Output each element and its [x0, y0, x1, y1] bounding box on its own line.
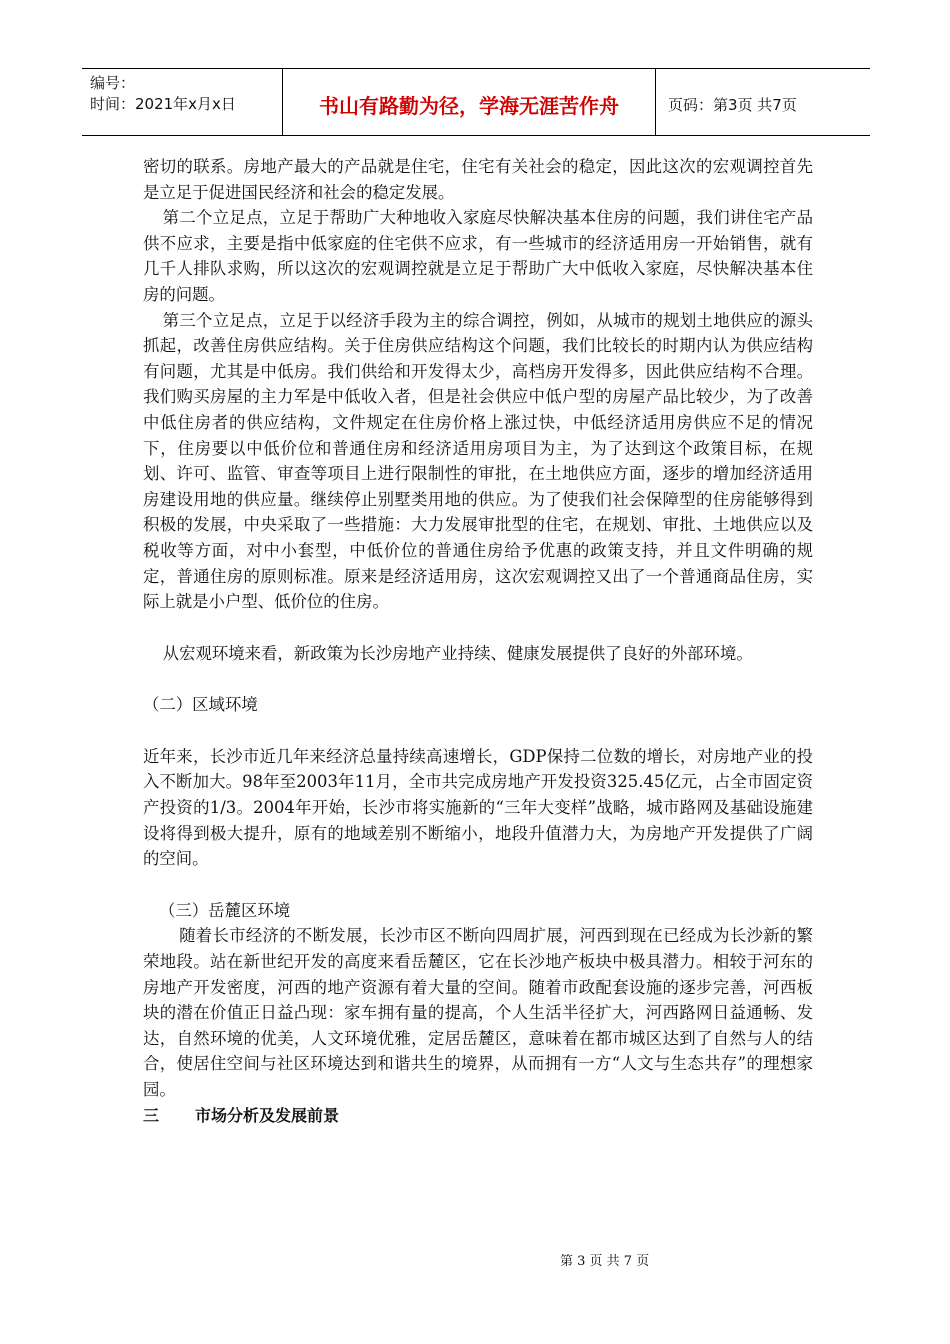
document-body: [143, 154, 813, 1128]
header-page-info: 页码：第3页 共7页: [668, 95, 797, 114]
page-header: [82, 68, 870, 136]
header-motto: 书山有路勤为径，学海无涯苦作舟: [283, 69, 656, 135]
page-footer: 第 3 页 共 7 页: [560, 1254, 650, 1269]
paragraph-1: 密切的联系。房地产最大的产品就是住宅，住宅有关社会的稳定，因此这次的宏观调控首先是立足于促进国民经济和社会的稳定发展。: [143, 157, 813, 202]
subheading-yuelu-environment: （三）岳麓区环境: [159, 900, 291, 920]
header-meta: [82, 69, 283, 135]
paragraph-2: 第二个立足点，立足于帮助广大种地收入家庭尽快解决基本住房的问题，我们讲住宅产品供不应求，主要是指中低家庭的住宅供不应求，有一些城市的经济适用房一开始销售，就有几千人排队求购，所以这次的宏观调控就是立足于帮助广大中低收入家庭，尽快解决基本住房的问题。: [143, 208, 813, 304]
paragraph-4: 从宏观环境来看，新政策为长沙房地产业持续、健康发展提供了良好的外部环境。: [162, 643, 753, 663]
section-number: 三: [143, 1105, 160, 1125]
paragraph-3: 第三个立足点，立足于以经济手段为主的综合调控，例如，从城市的规划土地供应的源头抓起，改善住房供应结构。关于住房供应结构这个问题，我们比较长的时期内认为供应结构有问题，尤其是中低房。我们供给和开发得太少，高档房开发得多，因此供应结构不合理。我们购买房屋的主力军是中低收入者，但是社会供应中低户型的房屋产品比较少，为了改善中低住房者的供应结构，文件规定在住房价格上涨过快，中低经济适用房供应不足的情况下，住房要以中低价位和普通住房和经济适用房项目为主，为了达到这个政策目标，在规划、许可、监管、审查等项目上进行限制性的审批，在土地供应方面，逐步的增加经济适用房建设用地的供应量。继续停止别墅类用地的供应。为了使我们社会保障型的住房能够得到积极的发展，中央采取了一些措施：大力发展审批型的住宅，在规划、审批、土地供应以及税收等方面，对中小套型，中低价位的普通住房给予优惠的政策支持，并且文件明确的规定，普通住房的原则标准。原来是经济适用房，这次宏观调控又出了一个普通商品住房，实际上就是小户型、低价位的住房。: [143, 310, 813, 612]
subheading-regional-environment: （二）区域环境: [143, 695, 258, 715]
document-number-label: 编号：: [90, 74, 136, 92]
paragraph-5: 近年来，长沙市近几年来经济总量持续高速增长，GDP保持二位数的增长，对房地产业的投入不断加大。98年至2003年11月，全市共完成房地产开发投资325.45亿元，占全市固定资产投资的1/3。2004年开始，长沙市将实施新的“三年大变样”战略，城市路网及基础设施建设将得到极大提升，原有的地域差别不断缩小，地段升值潜力大，为房地产开发提供了广阔的空间。: [143, 746, 813, 869]
document-time-label: 时间：2021年x月x日: [90, 95, 236, 113]
section-heading: [143, 1103, 813, 1129]
section-title: 市场分析及发展前景: [195, 1105, 340, 1125]
paragraph-6: 随着长市经济的不断发展，长沙市区不断向四周扩展，河西到现在已经成为长沙新的繁荣地段。站在新世纪开发的高度来看岳麓区，它在长沙地产板块中极具潜力。相较于河东的房地产开发密度，河西的地产资源有着大量的空间。随着市政配套设施的逐步完善，河西板块的潜在价值正日益凸现：家车拥有量的提高，个人生活半径扩大，河西路网日益通畅、发达，自然环境的优美，人文环境优雅，定居岳麓区，意味着在都市城区达到了自然与人的结合，使居住空间与社区环境达到和谐共生的境界，从而拥有一方“人文与生态共存”的理想家园。: [143, 926, 813, 1099]
